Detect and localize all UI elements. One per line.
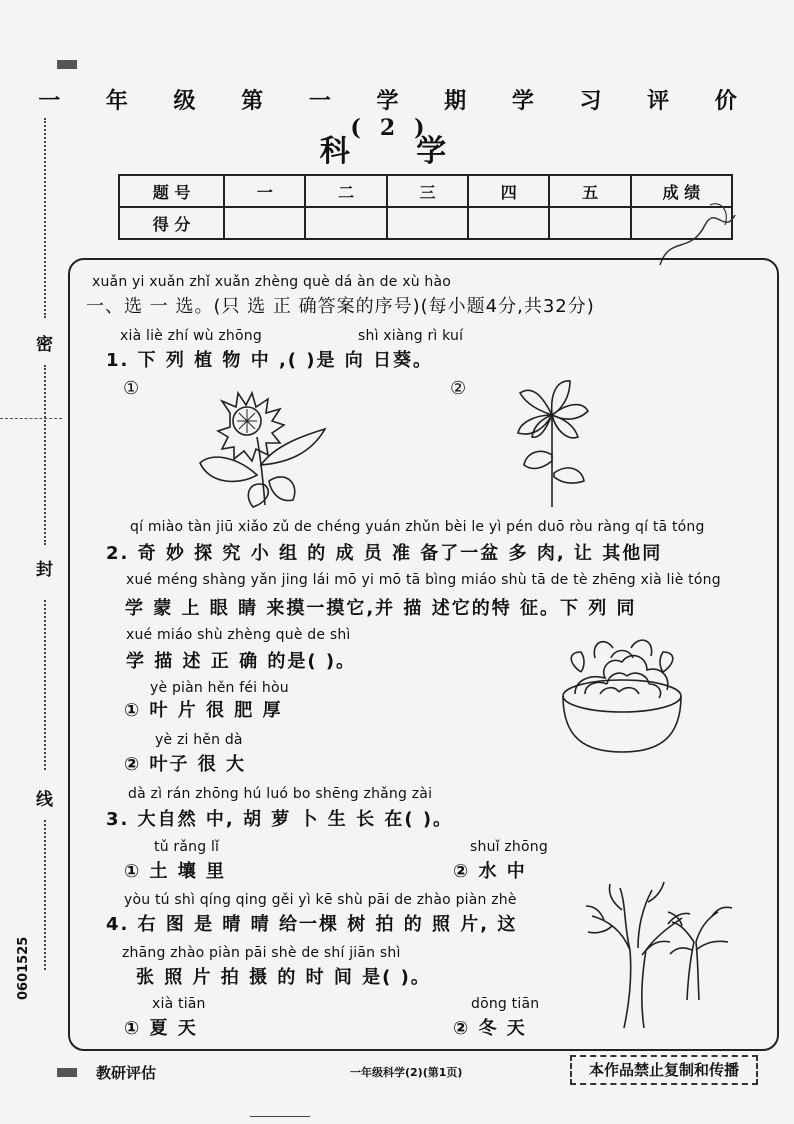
scan-mark <box>250 1116 310 1117</box>
score-table-score-row <box>119 207 732 239</box>
score-box[interactable] <box>468 207 549 239</box>
binding-char-xian: 线 <box>36 790 53 810</box>
q2-text: 学 描 述 正 确 的是( )。 <box>126 651 357 672</box>
cut-line <box>0 418 62 419</box>
q1-option-1-label[interactable]: ① <box>123 378 140 399</box>
cell-section: 五 <box>549 175 630 207</box>
bare-tree-image <box>582 880 742 1030</box>
score-box[interactable] <box>387 207 468 239</box>
page-title: 一 年 级 第 一 学 期 学 习 评 价 (2) <box>38 88 756 141</box>
registration-marker-bottom <box>57 1068 77 1077</box>
cell-section: 二 <box>305 175 386 207</box>
q1-pinyin: shì xiàng rì kuí <box>358 328 464 344</box>
q1-text: 1. 下 列 植 物 中 ,( )是 向 日葵。 <box>106 350 434 371</box>
q4-option-2[interactable]: ② 冬 天 <box>453 1018 527 1039</box>
q3-option-2-pinyin: shuǐ zhōng <box>470 839 548 855</box>
q4-text: 张 照 片 拍 摄 的 时 间 是( )。 <box>136 967 431 988</box>
q3-option-1-pinyin: tǔ rǎng lǐ <box>154 839 220 855</box>
paper-code: 0601525 <box>16 936 31 1000</box>
binding-char-mi: 密 <box>36 335 53 355</box>
chrysanthemum-image <box>512 375 592 510</box>
q4-pinyin: zhāng zhào piàn pāi shè de shí jiān shì <box>122 945 401 961</box>
cell-label: 得 分 <box>119 207 224 239</box>
score-box[interactable] <box>549 207 630 239</box>
footer-publisher: 教研评估 <box>96 1064 157 1082</box>
copyright-stamp: 本作品禁止复制和传播 <box>570 1055 758 1085</box>
q2-text: 学 蒙 上 眼 睛 来摸一摸它,并 描 述它的特 征。下 列 同 <box>125 598 637 619</box>
q2-pinyin: xué miáo shù zhèng què de shì <box>126 627 351 643</box>
q4-pinyin: yòu tú shì qíng qing gěi yì kē shù pāi de zhào piàn zhè <box>124 892 517 908</box>
q2-option-1[interactable]: ① 叶 片 很 肥 厚 <box>124 700 283 721</box>
sunflower-image <box>195 385 335 510</box>
binding-dotted-line <box>44 600 46 770</box>
footer-page-info: 一年级科学(2)(第1页) <box>350 1066 463 1079</box>
score-box[interactable] <box>224 207 305 239</box>
score-box[interactable] <box>305 207 386 239</box>
q2-text: 2. 奇 妙 探 究 小 组 的 成 员 准 备了一盆 多 肉, 让 其他同 <box>106 543 663 564</box>
q3-option-2[interactable]: ② 水 中 <box>453 861 527 882</box>
cell-section: 一 <box>224 175 305 207</box>
q2-option-2-pinyin: yè zi hěn dà <box>155 732 243 748</box>
section-heading: 一、选 一 选。(只 选 正 确答案的序号)(每小题4分,共32分) <box>86 296 595 317</box>
registration-marker-top <box>57 60 77 69</box>
binding-dotted-line <box>44 365 46 545</box>
q3-pinyin: dà zì rán zhōng hú luó bo shēng zhǎng zài <box>128 786 433 802</box>
cell-section: 三 <box>387 175 468 207</box>
q4-option-1-pinyin: xià tiān <box>152 996 206 1012</box>
q3-option-1[interactable]: ① 土 壤 里 <box>124 861 227 882</box>
q2-option-2[interactable]: ② 叶子 很 大 <box>124 754 247 775</box>
cell-section: 四 <box>468 175 549 207</box>
binding-char-feng: 封 <box>36 560 53 580</box>
q2-option-1-pinyin: yè piàn hěn féi hòu <box>150 680 289 696</box>
q2-pinyin: qí miào tàn jiū xiǎo zǔ de chéng yuán zhǔn bèi le yì pén duō ròu ràng qí tā tóng <box>130 519 705 535</box>
q4-option-1[interactable]: ① 夏 天 <box>124 1018 198 1039</box>
q1-option-2-label[interactable]: ② <box>450 378 467 399</box>
q1-pinyin: xià liè zhí wù zhōng <box>120 328 262 344</box>
q4-text: 4. 右 图 是 晴 晴 给一棵 树 拍 的 照 片, 这 <box>106 914 518 935</box>
q4-option-2-pinyin: dōng tiān <box>471 996 540 1012</box>
score-table <box>118 174 733 240</box>
subject-title: 科 学 <box>319 134 475 169</box>
section-pinyin: xuǎn yi xuǎn zhǐ xuǎn zhèng què dá àn de xù hào <box>92 274 452 290</box>
score-table-header-row <box>119 175 732 207</box>
binding-dotted-line <box>44 820 46 970</box>
cell-total: 成 绩 <box>631 175 732 207</box>
q2-pinyin: xué méng shàng yǎn jing lái mō yi mō tā bìng miáo shù tā de tè zhēng xià liè tóng <box>126 572 721 588</box>
q3-text: 3. 大自然 中, 胡 萝 卜 生 长 在( )。 <box>106 809 454 830</box>
cell-label: 题 号 <box>119 175 224 207</box>
succulent-pot-image <box>555 628 690 756</box>
